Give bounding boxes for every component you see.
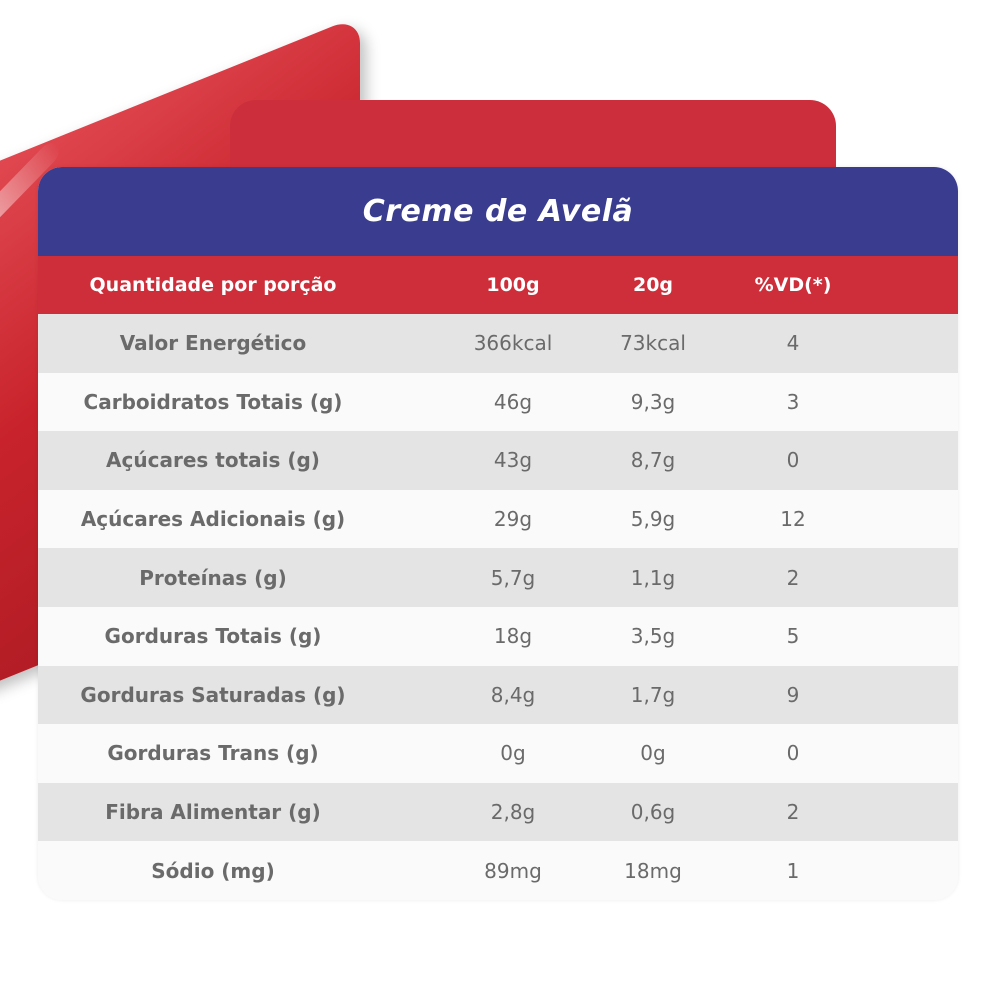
table-row	[38, 431, 958, 490]
value-vd: 0	[786, 741, 800, 766]
table-row	[38, 490, 958, 549]
table-row	[38, 841, 958, 900]
value-20g: 3,5g	[630, 624, 676, 649]
value-100g: 46g	[493, 389, 533, 414]
value-vd: 1	[786, 858, 800, 883]
value-100g: 89mg	[484, 858, 542, 883]
header-100g: 100g	[486, 274, 540, 296]
nutrient-name: Fibra Alimentar (g)	[105, 800, 321, 825]
value-20g: 73kcal	[620, 331, 686, 356]
nutrient-name: Sódio (mg)	[151, 858, 275, 883]
value-100g: 5,7g	[490, 565, 536, 590]
nutrient-name: Açúcares totais (g)	[106, 448, 320, 473]
value-100g: 18g	[493, 624, 533, 649]
value-20g: 1,7g	[630, 682, 676, 707]
table-row	[38, 607, 958, 666]
table-title: Creme de Avelã	[362, 194, 634, 229]
value-100g: 29g	[493, 507, 533, 532]
value-vd: 2	[786, 565, 800, 590]
value-vd: 9	[786, 682, 800, 707]
value-20g: 8,7g	[630, 448, 676, 473]
table-row	[38, 548, 958, 607]
value-vd: 2	[786, 800, 800, 825]
nutrient-name: Valor Energético	[119, 331, 307, 356]
value-20g: 5,9g	[630, 507, 676, 532]
table-body	[38, 314, 958, 900]
table-row	[38, 666, 958, 725]
value-vd: 0	[786, 448, 800, 473]
value-20g: 0,6g	[630, 800, 676, 825]
table-row	[38, 373, 958, 432]
nutrient-name: Gorduras Totais (g)	[104, 624, 322, 649]
value-20g: 0g	[640, 741, 666, 766]
value-20g: 9,3g	[630, 389, 676, 414]
table-row	[38, 724, 958, 783]
value-100g: 0g	[500, 741, 526, 766]
nutrient-name: Gorduras Saturadas (g)	[80, 682, 346, 707]
value-20g: 18mg	[624, 858, 682, 883]
value-vd: 5	[786, 624, 800, 649]
value-100g: 8,4g	[490, 682, 536, 707]
value-100g: 2,8g	[490, 800, 536, 825]
nutrient-name: Açúcares Adicionais (g)	[80, 507, 346, 532]
value-100g: 43g	[493, 448, 533, 473]
nutrition-table	[38, 167, 958, 900]
table-row	[38, 314, 958, 373]
value-100g: 366kcal	[473, 331, 553, 356]
nutrient-name: Carboidratos Totais (g)	[83, 389, 343, 414]
header-row	[38, 256, 958, 314]
header-20g: 20g	[632, 274, 674, 296]
header-quantity: Quantidade por porção	[89, 274, 337, 296]
value-20g: 1,1g	[630, 565, 676, 590]
value-vd: 3	[786, 389, 800, 414]
value-vd: 12	[780, 507, 806, 532]
nutrient-name: Gorduras Trans (g)	[107, 741, 319, 766]
title-bar	[38, 167, 958, 256]
value-vd: 4	[786, 331, 800, 356]
table-row	[38, 783, 958, 842]
nutrient-name: Proteínas (g)	[139, 565, 287, 590]
header-vd: %VD(*)	[754, 274, 832, 296]
